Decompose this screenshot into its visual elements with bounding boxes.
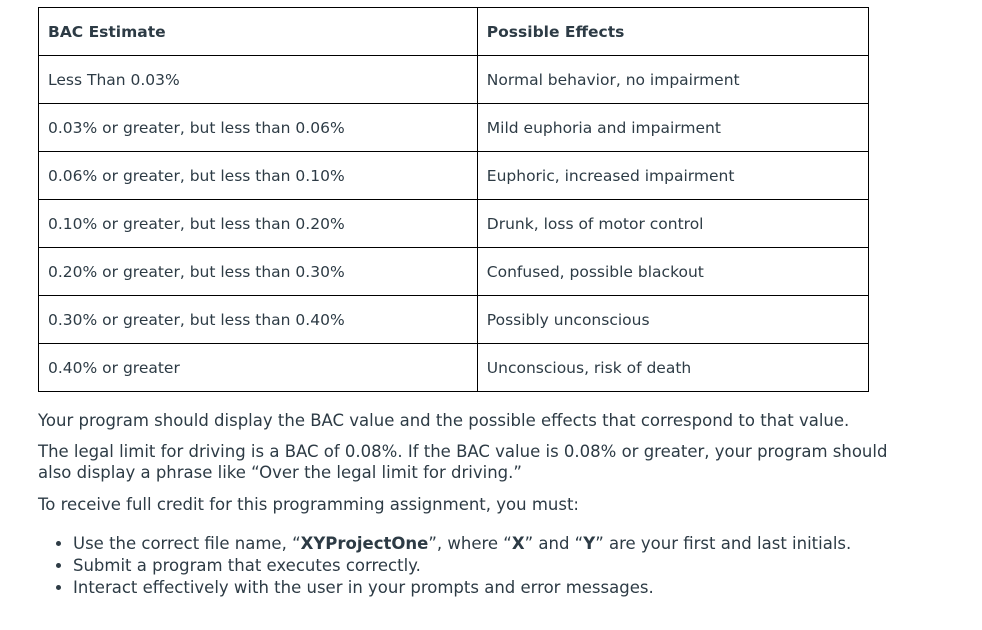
legal-limit-paragraph: The legal limit for driving is a BAC of 0.08%. If the BAC value is 0.08% or greater, your program should also display a phrase like “Over the legal limit for driving.” bbox=[38, 442, 888, 482]
table-header-row bbox=[39, 8, 869, 56]
full-credit-paragraph: To receive full credit for this programming assignment, you must: bbox=[38, 495, 579, 514]
requirement-text: ” and “ bbox=[524, 534, 584, 553]
list-item: • Interact effectively with the user in your prompts and error messages. bbox=[73, 577, 933, 599]
list-item bbox=[73, 533, 933, 555]
first-initial: X bbox=[511, 534, 525, 553]
bac-estimate-cell: 0.03% or greater, but less than 0.06% bbox=[39, 104, 478, 152]
file-name: XYProjectOne bbox=[300, 534, 429, 553]
possible-effects-cell: Possibly unconscious bbox=[477, 296, 868, 344]
bac-effects-table bbox=[38, 7, 869, 392]
possible-effects-cell: Euphoric, increased impairment bbox=[477, 152, 868, 200]
table-row bbox=[39, 344, 869, 392]
table-row bbox=[39, 152, 869, 200]
bac-estimate-cell: 0.30% or greater, but less than 0.40% bbox=[39, 296, 478, 344]
bac-estimate-cell: 0.40% or greater bbox=[39, 344, 478, 392]
list-item: • Submit a program that executes correctly. bbox=[73, 555, 933, 577]
table-row bbox=[39, 56, 869, 104]
bac-estimate-cell: 0.10% or greater, but less than 0.20% bbox=[39, 200, 478, 248]
column-header-possible-effects: Possible Effects bbox=[477, 8, 868, 56]
possible-effects-cell: Unconscious, risk of death bbox=[477, 344, 868, 392]
possible-effects-cell: Mild euphoria and impairment bbox=[477, 104, 868, 152]
display-instruction-paragraph: Your program should display the BAC value and the possible effects that correspond to that value. bbox=[38, 411, 850, 430]
column-header-bac-estimate: BAC Estimate bbox=[39, 8, 478, 56]
possible-effects-cell: Confused, possible blackout bbox=[477, 248, 868, 296]
requirement-text: Use the correct file name, “ bbox=[73, 534, 301, 553]
bac-estimate-cell: Less Than 0.03% bbox=[39, 56, 478, 104]
possible-effects-cell: Drunk, loss of motor control bbox=[477, 200, 868, 248]
requirement-text: ” are your first and last initials. bbox=[595, 534, 852, 553]
requirement-text: ”, where “ bbox=[428, 534, 512, 553]
table-row bbox=[39, 200, 869, 248]
possible-effects-cell: Normal behavior, no impairment bbox=[477, 56, 868, 104]
bac-estimate-cell: 0.20% or greater, but less than 0.30% bbox=[39, 248, 478, 296]
last-initial: Y bbox=[583, 534, 596, 553]
requirements-list bbox=[38, 533, 933, 599]
table-row bbox=[39, 248, 869, 296]
table-row bbox=[39, 104, 869, 152]
table-row bbox=[39, 296, 869, 344]
bac-estimate-cell: 0.06% or greater, but less than 0.10% bbox=[39, 152, 478, 200]
